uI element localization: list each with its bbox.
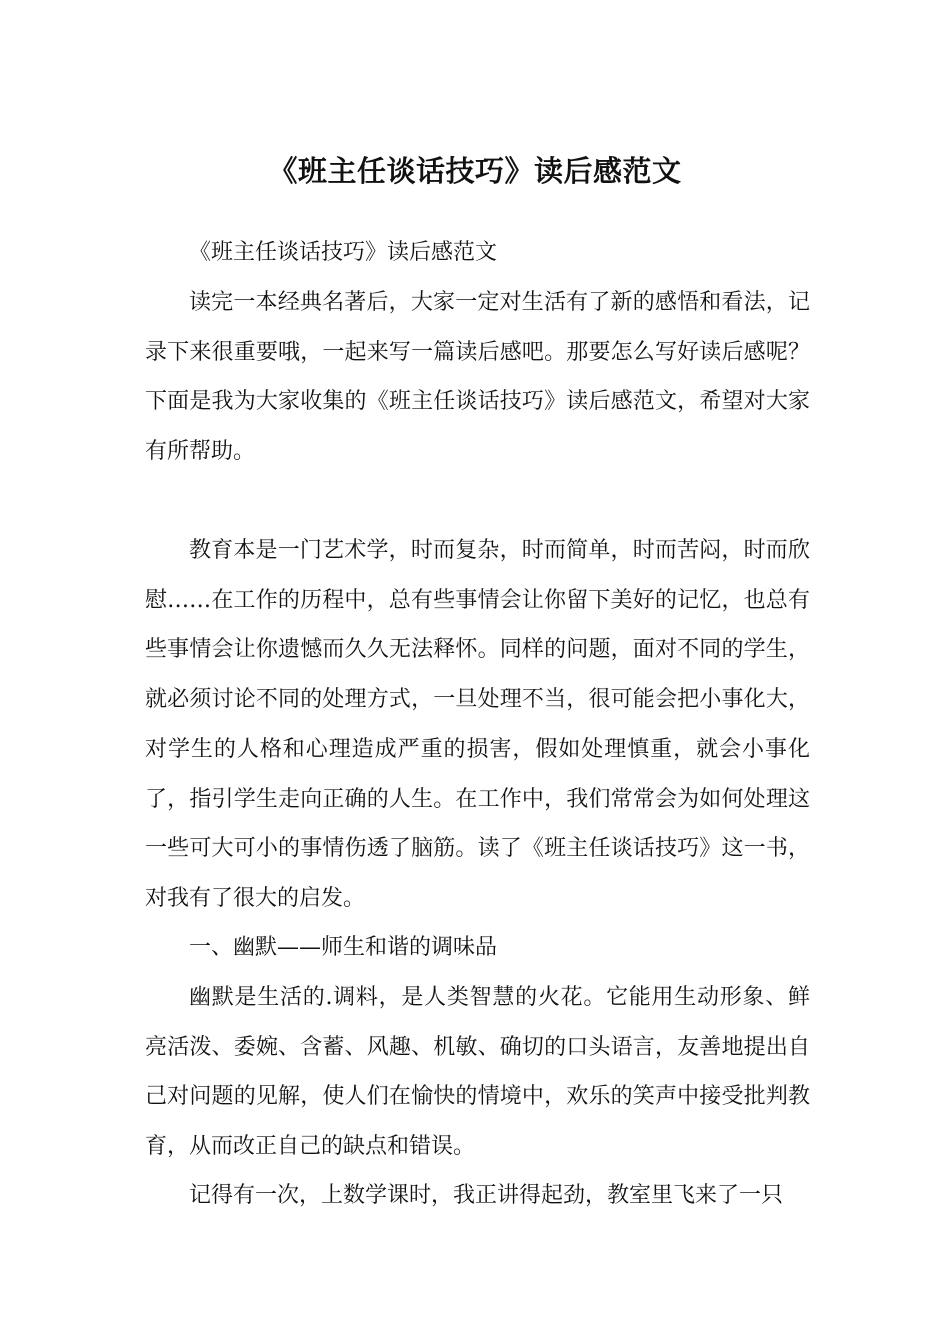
intro-paragraph: 读完一本经典名著后，大家一定对生活有了新的感悟和看法，记录下来很重要哦，一起来写一篇读后感吧。那要怎么写好读后感呢？下面是我为大家收集的《班主任谈话技巧》读后感范文，希望对大家有所帮助。	[145, 290, 810, 465]
section-heading-humor: 一、幽默——师生和谐的调味品	[189, 935, 498, 960]
education-paragraph: 教育本是一门艺术学，时而复杂，时而简单，时而苦闷，时而欣慰……在工作的历程中，总有些事情会让你留下美好的记忆，也总有些事情会让你遗憾而久久无法释怀。同样的问题，面对不同的学生，就必须讨论不同的处理方式，一旦处理不当，很可能会把小事化大，对学生的人格和心理造成严重的损害，假如处理慎重，就会小事化了，指引学生走向正确的人生。在工作中，我们常常会为如何处理这一些可大可小的事情伤透了脑筋。读了《班主任谈话技巧》这一书，对我有了很大的启发。	[145, 538, 810, 911]
document-title: 《班主任谈话技巧》读后感范文	[268, 154, 682, 189]
humor-paragraph: 幽默是生活的.调料，是人类智慧的火花。它能用生动形象、鲜亮活泼、委婉、含蓄、风趣、机敏、确切的口头语言，友善地提出自己对问题的见解，使人们在愉快的情境中，欢乐的笑声中接受批判教育，从而改正自己的缺点和错误。	[145, 985, 810, 1160]
subtitle-paragraph: 《班主任谈话技巧》读后感范文	[189, 240, 498, 265]
story-paragraph: 记得有一次，上数学课时，我正讲得起劲，教室里飞来了一只	[189, 1183, 784, 1208]
